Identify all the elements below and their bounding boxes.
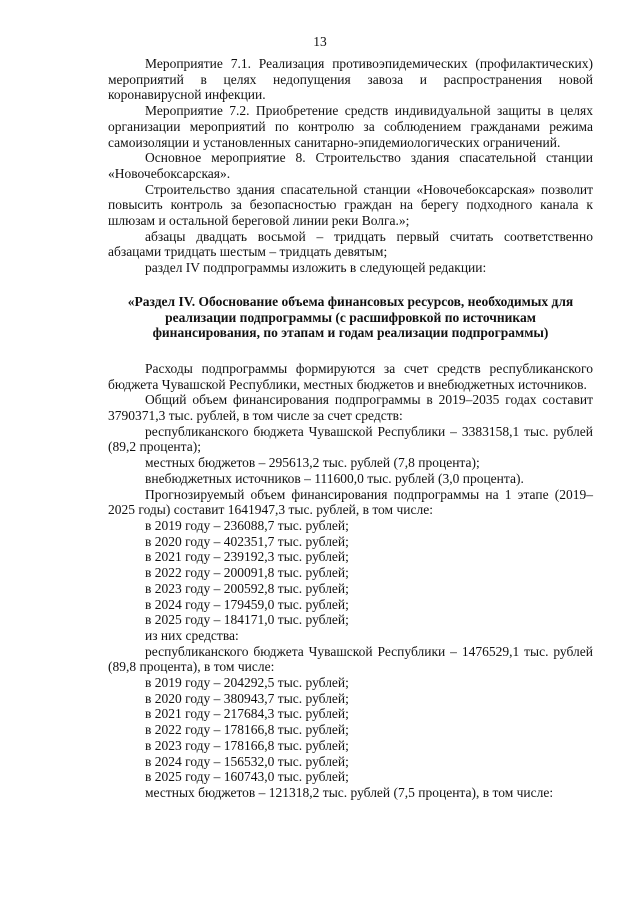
paragraph: в 2024 году – 179459,0 тыс. рублей;: [145, 596, 349, 612]
paragraph: местных бюджетов – 295613,2 тыс. рублей (7,8 процента);: [145, 455, 480, 471]
paragraph: из них средства:: [145, 627, 239, 643]
paragraphs-after-heading: [108, 361, 593, 801]
section-heading: «Раздел IV. Обоснование объема финансовых ресурсов, необходимых для реализации подпрограммы (с расшифровкой по источникам финансирования, по этапам и годам реализации подпрограммы): [127, 293, 574, 341]
paragraph: в 2020 году – 380943,7 тыс. рублей;: [145, 690, 349, 706]
paragraph: республиканского бюджета Чувашской Республики – 3383158,1 тыс. рублей (89,2 процента);: [108, 423, 593, 455]
paragraph: в 2020 году – 402351,7 тыс. рублей;: [145, 533, 349, 549]
paragraph: Общий объем финансирования подпрограммы в 2019–2035 годах составит 3790371,3 тыс. рублей, в том числе за счет средств:: [108, 392, 593, 424]
paragraph: в 2021 году – 239192,3 тыс. рублей;: [145, 549, 349, 565]
paragraph: в 2022 году – 178166,8 тыс. рублей;: [145, 722, 349, 738]
paragraph: в 2019 году – 236088,7 тыс. рублей;: [145, 517, 349, 533]
paragraph: Строительство здания спасательной станции «Новочебоксарская» позволит повысить контроль за безопасностью граждан на берегу подходного канала к шлюзам и остальной береговой линии реки Волга.»;: [108, 181, 593, 229]
paragraph: в 2025 году – 184171,0 тыс. рублей;: [145, 612, 349, 628]
document-body: [108, 56, 593, 801]
paragraph: Прогнозируемый объем финансирования подпрограммы на 1 этапе (2019–2025 годы) составит 1641947,3 тыс. рублей, в том числе:: [108, 486, 593, 518]
paragraph: местных бюджетов – 121318,2 тыс. рублей (7,5 процента), в том числе:: [145, 784, 554, 800]
page-number: 13: [313, 34, 327, 49]
paragraph: в 2021 году – 217684,3 тыс. рублей;: [145, 706, 349, 722]
paragraph: в 2025 году – 160743,0 тыс. рублей;: [145, 769, 349, 785]
paragraphs-before-heading: [108, 56, 593, 276]
paragraph: Расходы подпрограммы формируются за счет средств республиканского бюджета Чувашской Республики, местных бюджетов и внебюджетных источников.: [108, 360, 593, 392]
paragraph: в 2022 году – 200091,8 тыс. рублей;: [145, 565, 349, 581]
paragraph: в 2023 году – 178166,8 тыс. рублей;: [145, 737, 349, 753]
paragraph: в 2024 году – 156532,0 тыс. рублей;: [145, 753, 349, 769]
paragraph: республиканского бюджета Чувашской Республики – 1476529,1 тыс. рублей (89,8 процента), в том числе:: [108, 643, 593, 675]
paragraph: абзацы двадцать восьмой – тридцать первый считать соответственно абзацами тридцать шестым – тридцать девятым;: [108, 228, 593, 260]
paragraph: внебюджетных источников – 111600,0 тыс. рублей (3,0 процента).: [145, 470, 524, 486]
paragraph: раздел IV подпрограммы изложить в следующей редакции:: [145, 260, 487, 276]
paragraph: Основное мероприятие 8. Строительство здания спасательной станции «Новочебоксарская».: [108, 150, 593, 181]
paragraph: в 2023 году – 200592,8 тыс. рублей;: [145, 580, 349, 596]
paragraph: Мероприятие 7.1. Реализация противоэпидемических (профилактических) мероприятий в целях недопущения завоза и распространения новой коронавирусной инфекции.: [108, 56, 593, 103]
paragraph: Мероприятие 7.2. Приобретение средств индивидуальной защиты в целях организации мероприятий по контролю за соблюдением гражданами режима самоизоляции и установленных санитарно-эпидемиологических ограничений.: [108, 103, 593, 150]
paragraph: в 2019 году – 204292,5 тыс. рублей;: [145, 675, 349, 691]
